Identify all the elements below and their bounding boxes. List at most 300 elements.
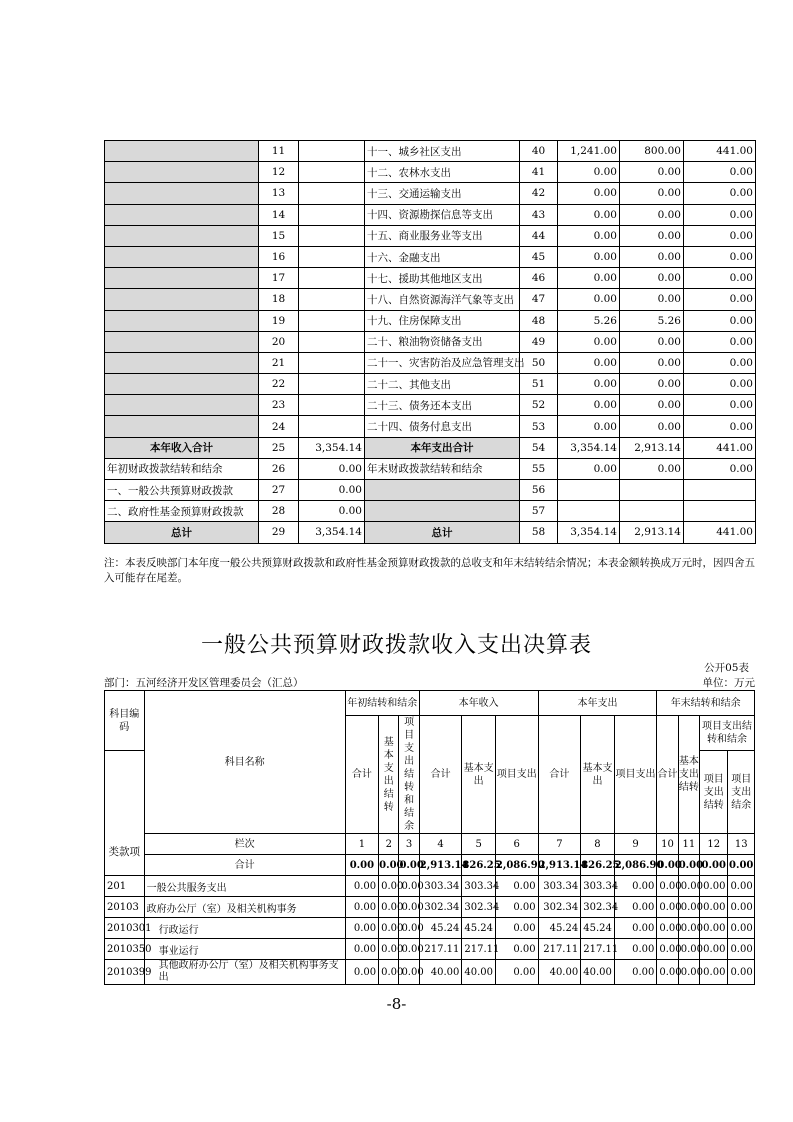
amount-cell: 0.00: [379, 897, 399, 918]
expense-amount: 441.00: [684, 437, 756, 458]
column-index: 4: [419, 834, 462, 855]
row-number: 20: [259, 331, 299, 352]
expense-amount: 0.00: [558, 458, 620, 479]
row-number: 44: [520, 225, 558, 246]
subject-code: 2010399: [105, 960, 145, 985]
amount-cell: 217.11: [538, 939, 581, 960]
amount-cell: 0.00: [728, 960, 755, 985]
amount-cell: 40.00: [581, 960, 615, 985]
amount-cell: 0.00: [728, 939, 755, 960]
amount-cell: 40.00: [462, 960, 496, 985]
amount-cell: 45.24: [538, 918, 581, 939]
column-index-label: 栏次: [144, 834, 345, 855]
table-row: [105, 310, 756, 331]
expense-general: 0.00: [620, 374, 684, 395]
header-level: 类款项: [105, 751, 145, 876]
amount-cell: 0.00: [678, 939, 699, 960]
expense-general: 0.00: [620, 225, 684, 246]
amount-cell: 0.00: [379, 918, 399, 939]
income-item-cell: [105, 289, 259, 310]
header-code: 科目编码: [105, 691, 145, 751]
expense-total: 5.26: [558, 310, 620, 331]
summary-row: [105, 501, 756, 522]
amount-cell: 217.11: [419, 939, 462, 960]
expense-item: 十六、金融支出: [365, 246, 520, 267]
income-label: 总计: [105, 522, 259, 543]
amount-cell: 0.00: [678, 960, 699, 985]
amount-cell: 0.00: [345, 939, 379, 960]
income-item-cell: [105, 395, 259, 416]
row-number: 45: [520, 246, 558, 267]
expense-general: 0.00: [620, 246, 684, 267]
amount-cell: 45.24: [462, 918, 496, 939]
table-row: [105, 352, 756, 373]
expense-general: 0.00: [620, 289, 684, 310]
column-index: 7: [538, 834, 581, 855]
row-number: 41: [520, 162, 558, 183]
expense-amount: 2,913.14: [620, 437, 684, 458]
expense-total: 0.00: [558, 246, 620, 267]
row-number: 51: [520, 374, 558, 395]
expense-general: 0.00: [620, 162, 684, 183]
amount-cell: 0.00: [495, 876, 538, 897]
table-note: 注：本表反映部门本年度一般公共预算财政拨款和政府性基金预算财政拨款的总收支和年末结转结余情况；本表金额转换成万元时，因四舍五入可能存在尾差。: [104, 557, 755, 584]
income-amount: 0.00: [299, 458, 365, 479]
row-number: 15: [259, 225, 299, 246]
amount-cell: 0.00: [399, 939, 419, 960]
amount-cell: 45.24: [419, 918, 462, 939]
sum-value: 826.25: [581, 855, 615, 876]
amount-cell: 0.00: [678, 897, 699, 918]
row-number: 40: [520, 141, 558, 162]
expense-label: [365, 501, 520, 522]
amount-cell: 0.00: [614, 897, 657, 918]
expense-item: 十三、交通运输支出: [365, 183, 520, 204]
expense-amount: 3,354.14: [558, 437, 620, 458]
amount-cell: 303.34: [462, 876, 496, 897]
table-row: [105, 416, 756, 437]
expense-amount: 2,913.14: [620, 522, 684, 543]
row-number: 49: [520, 331, 558, 352]
header-name: 科目名称: [144, 691, 345, 834]
expense-item: 十二、农林水支出: [365, 162, 520, 183]
expense-general: 0.00: [620, 183, 684, 204]
amount-cell: 0.00: [345, 897, 379, 918]
expense-general: 0.00: [620, 268, 684, 289]
header-basic-carry: 基本支出结转: [379, 716, 399, 834]
expense-total: 0.00: [558, 268, 620, 289]
amount-cell: 303.34: [581, 876, 615, 897]
income-item-cell: [105, 183, 259, 204]
expense-item: 二十一、灾害防治及应急管理支出: [365, 352, 520, 373]
subject-name: 其他政府办公厅（室）及相关机构事务支出: [144, 960, 345, 985]
expense-amount: [620, 480, 684, 501]
expense-total: 0.00: [558, 395, 620, 416]
expense-item: 十九、住房保障支出: [365, 310, 520, 331]
expense-item: 十八、自然资源海洋气象等支出: [365, 289, 520, 310]
column-index: 3: [399, 834, 419, 855]
department-label: 部门：五河经济开发区管理委员会（汇总）: [104, 677, 304, 689]
header-total: 合计: [538, 716, 581, 834]
header-income: 本年收入: [419, 691, 538, 716]
income-amount: [299, 331, 365, 352]
amount-cell: 0.00: [379, 876, 399, 897]
amount-cell: 0.00: [495, 918, 538, 939]
amount-cell: 0.00: [399, 876, 419, 897]
amount-cell: 0.00: [700, 960, 728, 985]
income-amount: [299, 183, 365, 204]
income-item-cell: [105, 331, 259, 352]
income-item-cell: [105, 162, 259, 183]
table-row: [105, 268, 756, 289]
row-number: 16: [259, 246, 299, 267]
table-row: [105, 960, 755, 985]
amount-cell: 0.00: [678, 918, 699, 939]
row-number: 11: [259, 141, 299, 162]
amount-cell: 0.00: [379, 939, 399, 960]
expense-item: 十一、城乡社区支出: [365, 141, 520, 162]
row-number: 54: [520, 437, 558, 458]
expense-fund: 0.00: [684, 289, 756, 310]
column-index: 13: [728, 834, 755, 855]
amount-cell: 0.00: [614, 960, 657, 985]
expense-item: 十五、商业服务业等支出: [365, 225, 520, 246]
income-amount: [299, 204, 365, 225]
row-number: 14: [259, 204, 299, 225]
income-amount: 0.00: [299, 501, 365, 522]
income-amount: [299, 416, 365, 437]
table-row: [105, 939, 755, 960]
row-number: 53: [520, 416, 558, 437]
expense-amount: [620, 501, 684, 522]
amount-cell: 0.00: [728, 918, 755, 939]
subject-code: 2010301: [105, 918, 145, 939]
sum-value: 2,913.14: [538, 855, 581, 876]
expense-fund: 0.00: [684, 331, 756, 352]
header-project-end: 项目支出结转和结余: [700, 716, 755, 751]
income-amount: [299, 246, 365, 267]
page-number: -8-: [386, 995, 407, 1013]
expense-total: 1,241.00: [558, 141, 620, 162]
expense-amount: [684, 480, 756, 501]
header-project-carry: 项目支出结转和结余: [399, 716, 419, 834]
table-row: [105, 225, 756, 246]
row-number: 56: [520, 480, 558, 501]
row-number: 47: [520, 289, 558, 310]
subject-name: 行政运行: [144, 918, 345, 939]
expense-amount: 0.00: [620, 458, 684, 479]
amount-cell: 0.00: [700, 876, 728, 897]
amount-cell: 0.00: [495, 897, 538, 918]
amount-cell: 0.00: [700, 939, 728, 960]
row-number: 17: [259, 268, 299, 289]
header-basic-carry: 基本支出结转: [678, 716, 699, 834]
header-total: 合计: [419, 716, 462, 834]
expense-total: 0.00: [558, 204, 620, 225]
row-number: 58: [520, 522, 558, 543]
unit-label: 单位：万元: [702, 677, 755, 689]
amount-cell: 45.24: [581, 918, 615, 939]
amount-cell: 0.00: [614, 939, 657, 960]
expense-item: 十四、资源勘探信息等支出: [365, 204, 520, 225]
income-label: 一、一般公共预算财政拨款: [105, 480, 259, 501]
header-total: 合计: [657, 716, 678, 834]
header-end: 年末结转和结余: [657, 691, 755, 716]
row-number: 42: [520, 183, 558, 204]
amount-cell: 0.00: [678, 876, 699, 897]
subject-name: 一般公共服务支出: [144, 876, 345, 897]
expense-fund: 0.00: [684, 310, 756, 331]
amount-cell: 0.00: [379, 960, 399, 985]
expense-general: 0.00: [620, 416, 684, 437]
expense-fund: 0.00: [684, 268, 756, 289]
row-number: 21: [259, 352, 299, 373]
expense-total: 0.00: [558, 289, 620, 310]
amount-cell: 0.00: [728, 897, 755, 918]
row-number: 13: [259, 183, 299, 204]
expense-item: 二十、粮油物资储备支出: [365, 331, 520, 352]
table-row: [105, 141, 756, 162]
sum-value: 0.00: [657, 855, 678, 876]
expense-general: 0.00: [620, 331, 684, 352]
amount-cell: 303.34: [419, 876, 462, 897]
expense-fund: 0.00: [684, 395, 756, 416]
table-row: [105, 918, 755, 939]
expense-general: 0.00: [620, 395, 684, 416]
header-project-balance2: 项目支出结余: [728, 751, 755, 834]
income-label: 二、政府性基金预算财政拨款: [105, 501, 259, 522]
summary-row: [105, 480, 756, 501]
header-basic-expense: 基本支出: [581, 716, 615, 834]
table-row: [105, 183, 756, 204]
expense-amount: 0.00: [684, 458, 756, 479]
summary-row: [105, 437, 756, 458]
summary-row: [105, 522, 756, 543]
income-amount: [299, 225, 365, 246]
expense-fund: 0.00: [684, 225, 756, 246]
row-number: 22: [259, 374, 299, 395]
header-project-carry2: 项目支出结转: [700, 751, 728, 834]
expense-fund: 0.00: [684, 374, 756, 395]
form-code: 公开05表: [704, 662, 749, 674]
subject-code: 2010350: [105, 939, 145, 960]
row-number: 28: [259, 501, 299, 522]
sum-value: 0.00: [379, 855, 399, 876]
amount-cell: 0.00: [614, 918, 657, 939]
row-number: 52: [520, 395, 558, 416]
amount-cell: 302.34: [419, 897, 462, 918]
column-index: 2: [379, 834, 399, 855]
amount-cell: 303.34: [538, 876, 581, 897]
expense-total: 0.00: [558, 416, 620, 437]
expense-total: 0.00: [558, 331, 620, 352]
income-amount: [299, 374, 365, 395]
expense-item: 十七、援助其他地区支出: [365, 268, 520, 289]
row-number: 55: [520, 458, 558, 479]
amount-cell: 0.00: [657, 918, 678, 939]
expense-total: 0.00: [558, 183, 620, 204]
subject-name: 政府办公厅（室）及相关机构事务: [144, 897, 345, 918]
expense-general: 0.00: [620, 204, 684, 225]
amount-cell: 0.00: [345, 960, 379, 985]
expense-item: 二十三、债务还本支出: [365, 395, 520, 416]
header-begin: 年初结转和结余: [345, 691, 419, 716]
income-amount: [299, 310, 365, 331]
expense-general: 0.00: [620, 352, 684, 373]
row-number: 25: [259, 437, 299, 458]
expense-label: 本年支出合计: [365, 437, 520, 458]
sum-value: 0.00: [728, 855, 755, 876]
subject-code: 20103: [105, 897, 145, 918]
amount-cell: 0.00: [495, 939, 538, 960]
sum-value: 0.00: [345, 855, 379, 876]
income-item-cell: [105, 204, 259, 225]
subject-code: 201: [105, 876, 145, 897]
income-amount: 3,354.14: [299, 522, 365, 543]
expense-total: 0.00: [558, 225, 620, 246]
column-index: 5: [462, 834, 496, 855]
amount-cell: 0.00: [399, 918, 419, 939]
income-label: 本年收入合计: [105, 437, 259, 458]
row-number: 12: [259, 162, 299, 183]
column-index: 11: [678, 834, 699, 855]
row-number: 48: [520, 310, 558, 331]
summary-row: [105, 458, 756, 479]
table-row: [105, 876, 755, 897]
income-amount: 3,354.14: [299, 437, 365, 458]
amount-cell: 0.00: [700, 897, 728, 918]
amount-cell: 0.00: [614, 876, 657, 897]
column-index: 6: [495, 834, 538, 855]
amount-cell: 302.34: [462, 897, 496, 918]
row-number: 46: [520, 268, 558, 289]
expense-label: 年末财政拨款结转和结余: [365, 458, 520, 479]
expense-total: 0.00: [558, 352, 620, 373]
amount-cell: 217.11: [462, 939, 496, 960]
table-row: [105, 374, 756, 395]
income-amount: [299, 352, 365, 373]
income-amount: [299, 395, 365, 416]
income-amount: 0.00: [299, 480, 365, 501]
expense-label: [365, 480, 520, 501]
amount-cell: 217.11: [581, 939, 615, 960]
header-expense: 本年支出: [538, 691, 657, 716]
amount-cell: 40.00: [419, 960, 462, 985]
amount-cell: 302.34: [538, 897, 581, 918]
expense-item: 二十二、其他支出: [365, 374, 520, 395]
sum-value: 826.25: [462, 855, 496, 876]
row-number: 27: [259, 480, 299, 501]
expense-amount: [558, 501, 620, 522]
table-row: [105, 204, 756, 225]
row-number: 29: [259, 522, 299, 543]
expense-fund: 0.00: [684, 162, 756, 183]
amount-cell: 40.00: [538, 960, 581, 985]
expense-total: 0.00: [558, 162, 620, 183]
income-expense-summary-table: [104, 140, 756, 544]
expense-fund: 0.00: [684, 352, 756, 373]
column-index: 12: [700, 834, 728, 855]
income-amount: [299, 268, 365, 289]
header-project-expense: 项目支出: [495, 716, 538, 834]
row-number: 18: [259, 289, 299, 310]
amount-cell: 0.00: [657, 939, 678, 960]
table-row: [105, 246, 756, 267]
sum-value: 2,913.14: [419, 855, 462, 876]
expense-fund: 441.00: [684, 141, 756, 162]
expense-amount: 3,354.14: [558, 522, 620, 543]
sum-value: 0.00: [678, 855, 699, 876]
column-index: 1: [345, 834, 379, 855]
sum-label: 合计: [144, 855, 345, 876]
income-amount: [299, 141, 365, 162]
expense-amount: [684, 501, 756, 522]
row-number: 26: [259, 458, 299, 479]
expense-amount: [558, 480, 620, 501]
row-number: 23: [259, 395, 299, 416]
expense-item: 二十四、债务付息支出: [365, 416, 520, 437]
income-amount: [299, 162, 365, 183]
income-item-cell: [105, 225, 259, 246]
expense-fund: 0.00: [684, 416, 756, 437]
income-item-cell: [105, 352, 259, 373]
amount-cell: 0.00: [399, 897, 419, 918]
header-basic-expense: 基本支出: [462, 716, 496, 834]
general-budget-table: [104, 690, 755, 985]
table-row: [105, 897, 755, 918]
amount-cell: 302.34: [581, 897, 615, 918]
expense-fund: 0.00: [684, 246, 756, 267]
column-index: 9: [614, 834, 657, 855]
subject-name: 事业运行: [144, 939, 345, 960]
row-number: 43: [520, 204, 558, 225]
expense-amount: 441.00: [684, 522, 756, 543]
column-index: 8: [581, 834, 615, 855]
row-number: 57: [520, 501, 558, 522]
income-item-cell: [105, 416, 259, 437]
header-total: 合计: [345, 716, 379, 834]
expense-total: 0.00: [558, 374, 620, 395]
income-item-cell: [105, 374, 259, 395]
amount-cell: 0.00: [345, 876, 379, 897]
amount-cell: 0.00: [399, 960, 419, 985]
row-number: 24: [259, 416, 299, 437]
amount-cell: 0.00: [495, 960, 538, 985]
income-label: 年初财政拨款结转和结余: [105, 458, 259, 479]
expense-general: 5.26: [620, 310, 684, 331]
table-row: [105, 289, 756, 310]
expense-fund: 0.00: [684, 204, 756, 225]
table-row: [105, 395, 756, 416]
expense-label: 总计: [365, 522, 520, 543]
amount-cell: 0.00: [728, 876, 755, 897]
income-item-cell: [105, 141, 259, 162]
page-title: 一般公共预算财政拨款收入支出决算表: [200, 633, 592, 658]
amount-cell: 0.00: [657, 897, 678, 918]
sum-value: 0.00: [399, 855, 419, 876]
expense-general: 800.00: [620, 141, 684, 162]
table-row: [105, 162, 756, 183]
income-amount: [299, 289, 365, 310]
amount-cell: 0.00: [700, 918, 728, 939]
income-item-cell: [105, 310, 259, 331]
amount-cell: 0.00: [657, 876, 678, 897]
table-row: [105, 331, 756, 352]
income-item-cell: [105, 268, 259, 289]
row-number: 50: [520, 352, 558, 373]
header-project-expense: 项目支出: [614, 716, 657, 834]
sum-value: 0.00: [700, 855, 728, 876]
